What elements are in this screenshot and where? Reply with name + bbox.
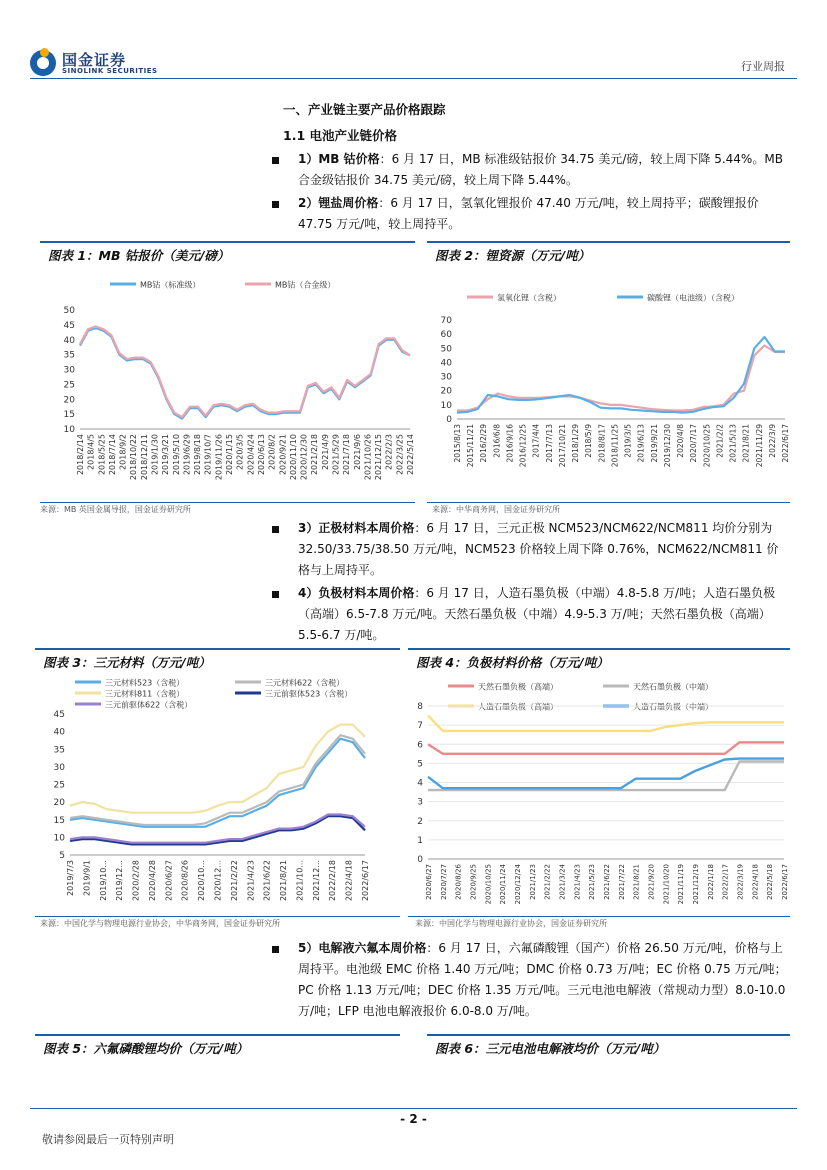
x-tick-label: 2021/2/22: [543, 864, 552, 900]
x-tick-label: 2020/8/2: [267, 434, 277, 470]
report-type: 行业周报: [741, 60, 785, 73]
figure-1-title: 图表 1：MB 钴报价（美元/磅）: [40, 241, 415, 261]
legend-label: 碳酸锂（电池级）（含税）: [647, 293, 739, 303]
x-tick-label: 2021/12/15: [374, 434, 384, 481]
x-tick-label: 2016/9/16: [505, 424, 515, 463]
x-tick-label: 2020/12...: [213, 860, 223, 901]
y-tick-label: 5: [417, 759, 423, 770]
chart-lithium-price: [427, 264, 790, 500]
x-tick-label: 2020/6/27: [425, 864, 433, 900]
sub-title: 1.1 电池产业链价格: [283, 128, 397, 143]
y-tick-label: 50: [63, 306, 75, 316]
chart-anode-price: [408, 672, 790, 914]
legend-label: 氢氧化锂（含税）: [497, 293, 561, 303]
x-tick-label: 2022/4/18: [344, 860, 354, 902]
legend-label: 人造石墨负极（高端）: [478, 702, 558, 712]
legend-label: 天然石墨负极（高端）: [478, 682, 558, 692]
x-tick-label: 2019/10/7: [203, 434, 213, 476]
x-tick-label: 2020/9/21: [278, 434, 288, 476]
x-tick-label: 2019/8/18: [193, 434, 203, 476]
x-tick-label: 2018/5/9: [584, 424, 594, 458]
legend-label: 三元材料523（含税）: [105, 678, 185, 688]
source-divider-3: [35, 916, 400, 917]
y-tick-label: 5: [59, 851, 65, 861]
x-tick-label: 2022/1/18: [706, 864, 715, 900]
figure-3-title: 图表 3：三元材料（万元/吨）: [35, 648, 400, 668]
legend-label: 天然石墨负极（中端）: [633, 682, 713, 692]
x-tick-label: 2021/12/19: [692, 864, 700, 905]
x-tick-label: 2021/8/21: [741, 424, 751, 463]
x-tick-label: 2015/11/21: [466, 424, 476, 468]
x-tick-label: 2015/8/13: [453, 424, 462, 463]
x-tick-label: 2019/6/29: [182, 434, 192, 476]
x-tick-label: 2020/9/25: [469, 864, 478, 900]
x-tick-label: 2021/11/29: [754, 424, 764, 468]
y-tick-label: 20: [53, 798, 65, 809]
x-tick-label: 2020/7/27: [439, 864, 448, 900]
x-tick-label: 2018/11/25: [610, 424, 620, 468]
x-tick-label: 2022/4/18: [751, 864, 760, 900]
x-tick-label: 2020/7/17: [689, 424, 699, 463]
x-tick-label: 2021/2/18: [310, 434, 320, 476]
x-tick-label: 2020/6/27: [164, 860, 174, 902]
paragraph-3: 3）正极材料本周价格：6 月 17 日，三元正极 NCM523/NCM622/NCM811 均价分别为 32.50/33.75/38.50 万元/吨，NCM523 价格较上周下降 0.76%，NCM622/NCM811 价格与上周持平。: [298, 521, 779, 577]
x-tick-label: 2016/2/29: [479, 424, 489, 463]
page-number: - 2 -: [400, 1112, 427, 1126]
x-tick-label: 2019/3/5: [623, 424, 633, 458]
legend-label: 人造石墨负极（中端）: [633, 702, 713, 712]
y-tick-label: 20: [440, 386, 452, 397]
x-tick-label: 2018/10/22: [129, 434, 139, 481]
x-tick-label: 2019/3/21: [161, 434, 171, 476]
y-tick-label: 25: [53, 780, 65, 791]
x-tick-label: 2021/5/29: [331, 434, 341, 476]
y-tick-label: 0: [446, 415, 452, 425]
x-tick-label: 2018/1/29: [571, 424, 581, 463]
x-tick-label: 2020/8/26: [180, 860, 190, 902]
x-tick-label: 2019/6/13: [636, 424, 646, 463]
x-tick-label: 2022/2/18: [328, 860, 338, 902]
x-tick-label: 2021/9/6: [352, 434, 362, 470]
y-tick-label: 1: [417, 835, 423, 846]
y-tick-label: 10: [440, 400, 452, 411]
x-tick-label: 2022/2/17: [721, 864, 730, 900]
logo-mark: [30, 50, 56, 76]
x-tick-label: 2020/3/5: [235, 434, 245, 470]
y-tick-label: 25: [63, 380, 75, 391]
x-tick-label: 2020/10...: [197, 860, 207, 901]
x-tick-label: 2021/7/18: [342, 434, 352, 476]
x-tick-label: 2018/8/17: [597, 424, 607, 463]
paragraph-5: 5）电解液六氟本周价格：6 月 17 日，六氟磷酸锂（国产）价格 26.50 万元/吨，价格与上周持平。电池级 EMC 价格 1.40 万元/吨；DMC 价格 0.73 万/吨；EC 价格 0.75 万元/吨；PC 价格 1.13 万元/吨；DEC 价格 1.35 万元/吨。三元电池电解液（常规动力型）8.0-10.0 万/吨；LFP 电池电解液报价 6.0-8.0 万/吨。: [298, 941, 787, 1018]
x-tick-label: 2018/9/2: [118, 434, 128, 470]
source-divider-4: [408, 916, 790, 917]
x-tick-label: 2021/2/22: [229, 860, 239, 902]
x-tick-label: 2020/4/24: [246, 434, 256, 476]
y-tick-label: 40: [440, 358, 452, 369]
x-tick-label: 2019/12/30: [662, 424, 672, 468]
bullet-1: [272, 157, 279, 164]
x-tick-label: 2017/7/13: [544, 424, 554, 463]
legend-label: 三元前驱体622（含税）: [105, 700, 193, 710]
x-tick-label: 2016/12/25: [518, 424, 528, 468]
figure-6-title: 图表 6：三元电池电解液均价（万元/吨）: [427, 1034, 790, 1054]
x-tick-label: 2021/1/23: [528, 864, 537, 900]
source-divider-2: [427, 502, 790, 503]
x-tick-label: 2021/2/2: [715, 424, 725, 458]
x-tick-label: 2020/11/10: [288, 434, 298, 481]
x-tick-label: 2017/10/21: [557, 424, 567, 468]
x-tick-label: 2022/6/17: [781, 864, 789, 900]
y-tick-label: 35: [63, 350, 75, 361]
series-line: [80, 326, 410, 417]
x-tick-label: 2019/9/1: [82, 860, 92, 896]
bullet-3: [272, 526, 279, 533]
logo-text-en: SINOLINK SECURITIES: [62, 67, 158, 75]
x-tick-label: 2017/4/4: [531, 424, 541, 458]
x-tick-label: 2020/2/28: [131, 860, 141, 902]
series-line: [428, 762, 784, 791]
y-tick-label: 70: [440, 316, 452, 326]
series-line: [70, 739, 365, 827]
x-tick-label: 2020/10/25: [484, 864, 493, 905]
source-divider-1: [40, 502, 415, 503]
logo-text-cn: 国金证券: [62, 51, 127, 69]
y-tick-label: 35: [53, 745, 65, 756]
chart-cathode-price: [35, 672, 400, 914]
legend-label: 三元前驱体523（含税）: [265, 689, 353, 699]
x-tick-label: 2018/5/25: [97, 434, 107, 476]
y-tick-label: 60: [440, 330, 452, 341]
x-tick-label: 2020/12/24: [514, 864, 522, 905]
x-tick-label: 2019/11/26: [214, 434, 224, 481]
x-tick-label: 2019/9/21: [649, 424, 659, 463]
x-tick-label: 2021/4/9: [320, 434, 330, 470]
paragraph-4: 4）负极材料本周价格：6 月 17 日，人造石墨负极（中端）4.8-5.8 万/吨；人造石墨负极（高端）6.5-7.8 万元/吨。天然石墨负极（中端）4.9-5.3 万/吨；天然石墨负极（高端）5.5-6.7 万/吨。: [298, 586, 776, 642]
series-line: [428, 716, 784, 731]
x-tick-label: 2021/10/26: [363, 434, 373, 481]
x-tick-label: 2021/12...: [311, 860, 321, 901]
x-tick-label: 2021/6/22: [262, 860, 272, 902]
x-tick-label: 2020/11/24: [499, 864, 508, 905]
x-tick-label: 2018/7/14: [107, 434, 117, 476]
x-tick-label: 2022/2/3: [384, 434, 394, 470]
y-tick-label: 10: [63, 425, 75, 435]
y-tick-label: 6: [417, 740, 423, 751]
bullet-4: [272, 591, 279, 598]
x-tick-label: 2021/10...: [295, 860, 305, 901]
x-tick-label: 2020/4/8: [676, 424, 686, 458]
x-tick-label: 2021/4/23: [246, 860, 256, 902]
footer-divider: [30, 1108, 797, 1109]
x-tick-label: 2020/8/26: [454, 864, 463, 900]
x-tick-label: 2021/7/22: [617, 864, 626, 900]
x-tick-label: 2021/10/20: [662, 864, 671, 905]
legend-label: 三元材料811（含税）: [105, 689, 185, 699]
x-tick-label: 2021/8/21: [632, 864, 641, 900]
y-tick-label: 40: [63, 335, 75, 346]
figure-2-source: 来源：中华商务网，国金证券研究所: [432, 505, 560, 514]
y-tick-label: 8: [417, 702, 423, 712]
x-tick-label: 2020/6/13: [256, 434, 266, 476]
y-tick-label: 45: [63, 320, 75, 331]
x-tick-label: 2021/9/20: [647, 864, 656, 900]
y-tick-label: 0: [417, 855, 423, 865]
x-tick-label: 2021/6/22: [603, 864, 611, 900]
paragraph-2: 2）锂盐周价格：6 月 17 日，氢氧化锂报价 47.40 万元/吨，较上周持平；碳酸锂报价 47.75 万元/吨，较上周持平。: [298, 196, 759, 231]
figure-3-source: 来源：中国化学与物理电源行业协会，中华商务网，国金证券研究所: [40, 919, 280, 928]
figure-1-source: 来源：MB 英国金属导报，国金证券研究所: [40, 505, 191, 514]
x-tick-label: 2022/3/25: [395, 434, 405, 476]
legend-label: MB钴（合金级）: [275, 280, 336, 290]
legend-label: MB钴（标准级）: [140, 280, 201, 290]
x-tick-label: 2022/3/19: [736, 864, 745, 900]
section-title: 一、产业链主要产品价格跟踪: [283, 102, 446, 117]
figure-5-title: 图表 5：六氟磷酸锂均价（万元/吨）: [35, 1034, 400, 1054]
disclaimer-note: 敬请参阅最后一页特别声明: [42, 1133, 174, 1146]
y-tick-label: 4: [417, 778, 423, 789]
x-tick-label: 2022/5/14: [406, 434, 415, 476]
y-tick-label: 15: [53, 815, 65, 826]
series-line: [457, 337, 785, 413]
x-tick-label: 2021/4/23: [573, 864, 582, 900]
x-tick-label: 2019/10...: [98, 860, 108, 901]
y-tick-label: 45: [53, 710, 65, 720]
x-tick-label: 2019/1/30: [150, 434, 160, 476]
series-line: [457, 346, 785, 411]
legend-label: 三元材料622（含税）: [265, 678, 345, 688]
x-tick-label: 2021/5/13: [728, 424, 738, 463]
y-tick-label: 10: [53, 833, 65, 844]
x-tick-label: 2022/6/17: [361, 860, 370, 902]
x-tick-label: 2020/4/28: [147, 860, 157, 902]
x-tick-label: 2016/6/8: [492, 424, 502, 458]
header-divider: [30, 78, 797, 79]
x-tick-label: 2019/7/3: [66, 860, 75, 896]
x-tick-label: 2022/6/17: [781, 424, 790, 463]
x-tick-label: 2020/12/30: [299, 434, 309, 481]
y-tick-label: 7: [417, 721, 423, 732]
x-tick-label: 2020/1/15: [225, 434, 235, 476]
x-tick-label: 2022/5/18: [766, 864, 775, 900]
y-tick-label: 3: [417, 797, 423, 808]
y-tick-label: 30: [53, 762, 65, 773]
y-tick-label: 50: [440, 344, 452, 355]
y-tick-label: 20: [63, 395, 75, 406]
y-tick-label: 2: [417, 816, 423, 827]
x-tick-label: 2021/3/24: [558, 864, 567, 900]
figure-2-title: 图表 2：锂资源（万元/吨）: [427, 241, 790, 261]
series-line: [70, 735, 365, 825]
series-line: [70, 725, 365, 813]
y-tick-label: 40: [53, 727, 65, 738]
x-tick-label: 2018/4/5: [86, 434, 96, 470]
x-tick-label: 2021/5/23: [588, 864, 597, 900]
x-tick-label: 2021/11/19: [677, 864, 686, 905]
bullet-2: [272, 201, 279, 208]
y-tick-label: 30: [63, 365, 75, 376]
x-tick-label: 2018/12/11: [139, 434, 149, 481]
figure-4-source: 来源：中国化学与物理电源行业协会，国金证券研究所: [415, 919, 607, 928]
y-tick-label: 15: [63, 410, 75, 421]
x-tick-label: 2021/8/21: [279, 860, 289, 902]
bullet-5: [272, 946, 279, 953]
figure-4-title: 图表 4：负极材料价格（万元/吨）: [408, 648, 790, 668]
x-tick-label: 2019/12...: [115, 860, 125, 901]
x-tick-label: 2018/2/14: [76, 434, 85, 476]
x-tick-label: 2019/5/10: [171, 434, 181, 476]
chart-cobalt-price: [40, 264, 415, 500]
y-tick-label: 30: [440, 372, 452, 383]
x-tick-label: 2020/10/25: [702, 424, 712, 468]
x-tick-label: 2022/3/9: [767, 424, 777, 458]
paragraph-1: 1）MB 钴价格：6 月 17 日，MB 标准级钴报价 34.75 美元/磅，较上周下降 5.44%。MB 合金级钴报价 34.75 美元/磅，较上周下降 5.44%。: [298, 152, 783, 187]
